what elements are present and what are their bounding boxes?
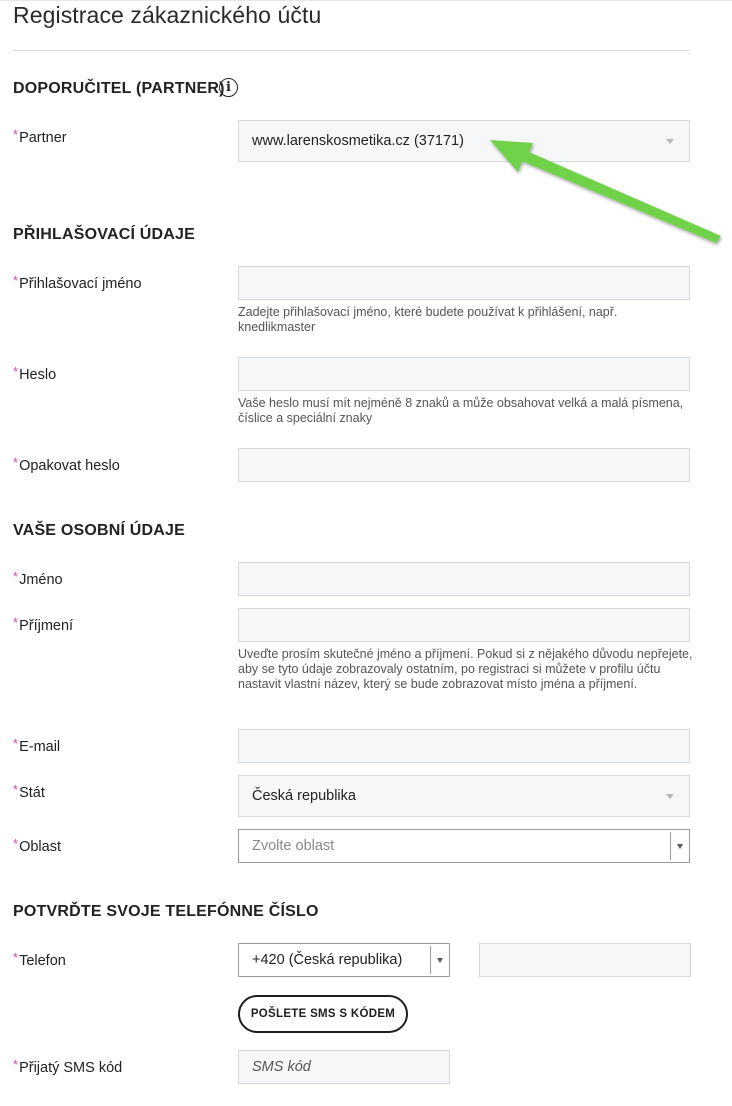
sms-code-input[interactable] <box>238 1050 450 1084</box>
required-mark: * <box>13 782 19 797</box>
phone-label <box>13 950 66 969</box>
username-label <box>13 273 142 292</box>
country-select-value: Česká republika <box>252 788 356 804</box>
phone-prefix-value: +420 (Česká republika) <box>252 952 403 968</box>
email-label <box>13 736 61 755</box>
last-name-label <box>13 615 74 634</box>
phone-prefix-select[interactable] <box>238 943 450 977</box>
password-repeat-label <box>13 455 120 474</box>
partner-select-value: www.larenskosmetika.cz (37171) <box>252 133 464 149</box>
last-name-help: Uveďte prosím skutečné jméno a příjmení. Pokud si z nějakého důvodu nepřejete, aby se tyto údaje zobrazovaly ostatním, po registraci si můžete v profilu účtu nastavit vlastní název, který se bude zobrazovat místo jména a příjmení. <box>238 647 693 691</box>
page-title: Registrace zákaznického účtu <box>13 2 322 28</box>
sms-code-label-text: Přijatý SMS kód <box>19 1060 123 1076</box>
username-help: Zadejte přihlašovací jméno, které budete používat k přihlášení, např. knedlikmaster <box>238 305 618 334</box>
required-mark: * <box>13 455 19 470</box>
password-help: Vaše heslo musí mít nejméně 8 znaků a může obsahovat velká a malá písmena, číslice a speciální znaky <box>238 396 684 425</box>
required-mark: * <box>13 1057 19 1072</box>
select-divider <box>670 832 671 860</box>
partner-label-text: Partner <box>19 130 67 146</box>
sms-code-placeholder: SMS kód <box>252 1059 311 1075</box>
required-mark: * <box>13 273 19 288</box>
first-name-input[interactable] <box>238 562 690 596</box>
section-heading-partner: DOPORUČITEL (PARTNER) <box>13 80 225 97</box>
country-label-text: Stát <box>19 785 45 801</box>
username-input[interactable] <box>238 266 690 300</box>
section-heading-personal: VAŠE OSOBNÍ ÚDAJE <box>13 522 186 539</box>
country-label <box>13 782 45 801</box>
top-edge-divider <box>0 0 732 1</box>
last-name-input[interactable] <box>238 608 690 642</box>
partner-label <box>13 127 67 146</box>
required-mark: * <box>13 364 19 379</box>
username-label-text: Přihlašovací jméno <box>19 276 142 292</box>
title-divider <box>13 50 690 51</box>
first-name-label-text: Jméno <box>19 572 63 588</box>
region-select-placeholder: Zvolte oblast <box>252 838 335 854</box>
password-repeat-input[interactable] <box>238 448 690 482</box>
last-name-label-text: Příjmení <box>19 618 74 634</box>
region-select[interactable] <box>238 829 690 863</box>
password-repeat-label-text: Opakovat heslo <box>19 458 120 474</box>
required-mark: * <box>13 836 19 851</box>
email-label-text: E-mail <box>19 739 61 755</box>
send-sms-button[interactable]: POŠLETE SMS S KÓDEM <box>238 995 408 1033</box>
chevron-down-icon <box>666 139 674 144</box>
chevron-down-icon <box>677 844 683 849</box>
section-heading-phone: POTVRĎTE SVOJE TELEFÓNNE ČÍSLO <box>13 903 319 920</box>
country-select[interactable] <box>238 775 690 817</box>
info-icon[interactable]: i <box>219 78 238 97</box>
required-mark: * <box>13 736 19 751</box>
sms-code-label <box>13 1057 123 1076</box>
password-label <box>13 364 57 383</box>
phone-number-input[interactable] <box>479 943 691 977</box>
first-name-label <box>13 569 63 588</box>
chevron-down-icon <box>437 958 443 963</box>
region-label <box>13 836 61 855</box>
required-mark: * <box>13 950 19 965</box>
partner-select[interactable] <box>238 120 690 162</box>
region-label-text: Oblast <box>19 839 61 855</box>
email-input[interactable] <box>238 729 690 763</box>
required-mark: * <box>13 615 19 630</box>
phone-label-text: Telefon <box>19 953 66 969</box>
required-mark: * <box>13 127 19 142</box>
required-mark: * <box>13 569 19 584</box>
password-label-text: Heslo <box>19 367 57 383</box>
select-divider <box>430 946 431 974</box>
section-heading-login: PŘIHLAŠOVACÍ ÚDAJE <box>13 226 195 243</box>
password-input[interactable] <box>238 357 690 391</box>
chevron-down-icon <box>666 794 674 799</box>
